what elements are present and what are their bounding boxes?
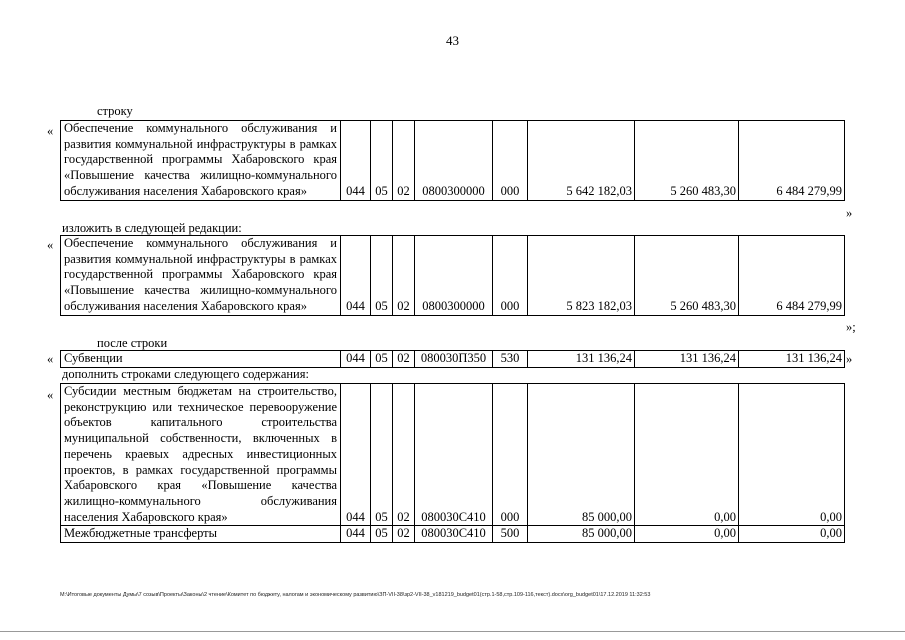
- code-expense-type: 000: [493, 384, 528, 526]
- code-section: 05: [371, 236, 393, 316]
- code-section: 05: [371, 121, 393, 201]
- amount-year-2: 5 260 483,30: [635, 236, 739, 316]
- code-subsection: 02: [393, 384, 415, 526]
- row-name: Субвенции: [61, 351, 341, 368]
- amount-year-3: 131 136,24: [739, 351, 845, 368]
- amount-year-1: 5 642 182,03: [528, 121, 635, 201]
- amount-year-2: 0,00: [635, 384, 739, 526]
- amount-year-1: 85 000,00: [528, 526, 635, 543]
- code-subsection: 02: [393, 526, 415, 543]
- page-edge-divider: [0, 631, 905, 632]
- table-original-row: [60, 120, 845, 201]
- code-ministry: 044: [341, 384, 371, 526]
- amount-year-1: 85 000,00: [528, 384, 635, 526]
- code-expense-type: 000: [493, 121, 528, 201]
- quote-close-2: »;: [846, 320, 856, 334]
- row-name: Обеспечение коммунального обслуживания и развития коммунальной инфраструктуры в рамках государственной программы Хабаровского края «Повышение качества жилищно-коммунального обслуживания населения Хабаровского края»: [61, 121, 341, 201]
- amount-year-3: 0,00: [739, 384, 845, 526]
- amount-year-2: 0,00: [635, 526, 739, 543]
- code-target: 0800300000: [415, 121, 493, 201]
- label-izlozhit: изложить в следующей редакции:: [62, 221, 242, 235]
- label-dopolnit: дополнить строками следующего содержания:: [62, 367, 309, 381]
- table-row: [61, 384, 845, 526]
- row-name: Обеспечение коммунального обслуживания и развития коммунальной инфраструктуры в рамках государственной программы Хабаровского края «Повышение качества жилищно-коммунального обслуживания населения Хабаровского края»: [61, 236, 341, 316]
- code-ministry: 044: [341, 526, 371, 543]
- file-path-footer: M:\Итоговые документы Думы\7 созыв\Проекты\Законы\2 чтение\Комитет по бюджету, налогам и экономическому развитию\ЗП-VII-38\зр2-VII-38_v181219_budget01(стр.1-58,стр.109-116,текст).docx\org_budget01\17.12.2019 11:32:53: [60, 592, 651, 598]
- amount-year-1: 5 823 182,03: [528, 236, 635, 316]
- label-stroku: строку: [97, 104, 133, 118]
- page-number: 43: [446, 33, 459, 48]
- code-ministry: 044: [341, 236, 371, 316]
- amount-year-3: 6 484 279,99: [739, 236, 845, 316]
- code-target: 080030С410: [415, 384, 493, 526]
- quote-close-3: »: [846, 352, 853, 366]
- table-row: [61, 236, 845, 316]
- code-subsection: 02: [393, 351, 415, 368]
- code-expense-type: 000: [493, 236, 528, 316]
- amount-year-2: 5 260 483,30: [635, 121, 739, 201]
- code-expense-type: 530: [493, 351, 528, 368]
- code-ministry: 044: [341, 121, 371, 201]
- table-after-row: [60, 350, 845, 368]
- table-added-rows: [60, 383, 845, 543]
- code-ministry: 044: [341, 351, 371, 368]
- row-name: Субсидии местным бюджетам на строительство, реконструкцию или техническое перевооружение объектов капитального строительства муниципальной собственности, включенных в перечень краевых адресных инвестиционных проектов, в рамках государственной программы Хабаровского края «Повышение качества жилищно-коммунального обслуживания населения Хабаровского края»: [61, 384, 341, 526]
- table-new-row: [60, 235, 845, 316]
- code-target: 080030П350: [415, 351, 493, 368]
- code-target: 0800300000: [415, 236, 493, 316]
- code-section: 05: [371, 526, 393, 543]
- amount-year-3: 0,00: [739, 526, 845, 543]
- amount-year-1: 131 136,24: [528, 351, 635, 368]
- amount-year-2: 131 136,24: [635, 351, 739, 368]
- code-target: 080030С410: [415, 526, 493, 543]
- amount-year-3: 6 484 279,99: [739, 121, 845, 201]
- quote-open-3: «: [47, 352, 54, 366]
- code-section: 05: [371, 384, 393, 526]
- code-subsection: 02: [393, 236, 415, 316]
- row-name: Межбюджетные трансферты: [61, 526, 341, 543]
- code-subsection: 02: [393, 121, 415, 201]
- table-row: [61, 121, 845, 201]
- code-section: 05: [371, 351, 393, 368]
- code-expense-type: 500: [493, 526, 528, 543]
- quote-open-1: «: [47, 124, 54, 138]
- quote-open-4: «: [47, 388, 54, 402]
- quote-close-1: »: [846, 206, 853, 220]
- table-row: [61, 526, 845, 543]
- quote-open-2: «: [47, 238, 54, 252]
- label-posle: после строки: [97, 336, 168, 350]
- table-row: [61, 351, 845, 368]
